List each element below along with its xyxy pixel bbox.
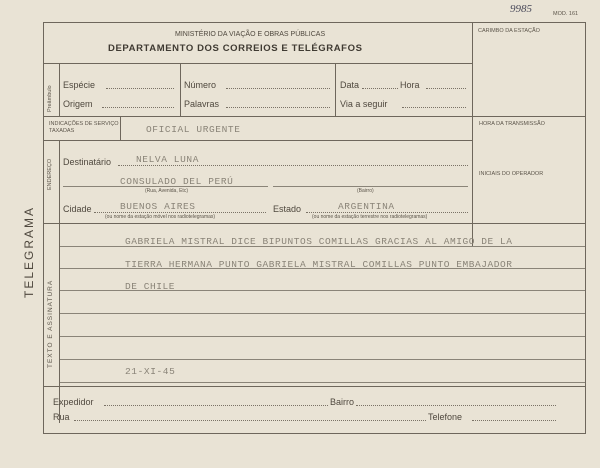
estado-hint: (ou nome da estação terrestre nos radiotelegramas) xyxy=(312,214,428,220)
service-divider xyxy=(120,116,121,140)
station-stamp-label: CARIMBO DA ESTAÇÃO xyxy=(478,28,540,34)
cidade-field xyxy=(94,212,266,213)
ministry-title: MINISTÉRIO DA VIAÇÃO E OBRAS PÚBLICAS xyxy=(175,31,326,38)
cidade-value: BUENOS AIRES xyxy=(120,201,196,212)
iniciais-operador-label: INICIAIS DO OPERADOR xyxy=(479,171,544,177)
preambulo-side-label: Preâmbulo xyxy=(47,85,53,112)
telefone-label: Telefone xyxy=(428,412,463,422)
data-field xyxy=(362,88,398,89)
message-rule-5 xyxy=(60,336,585,337)
message-line-1: GABRIELA MISTRAL DICE BIPUNTOS COMILLAS GRACIAS AL AMIGO DE LA xyxy=(125,236,513,247)
endereco-side-label: ENDEREÇO xyxy=(47,158,53,190)
cidade-hint: (ou nome da estação móvel nos radiotelegramas) xyxy=(105,214,216,220)
rua-label: Rua xyxy=(53,412,70,422)
estado-field xyxy=(306,212,468,213)
form-border-left xyxy=(43,22,44,434)
form-border-right xyxy=(585,22,586,434)
preamble-top-line xyxy=(44,63,472,64)
model-number: MOD. 161 xyxy=(553,11,579,17)
message-top-line xyxy=(44,223,585,224)
telegrama-side-label: TELEGRAMA xyxy=(22,205,36,298)
cidade-label: Cidade xyxy=(63,204,92,214)
street-value: CONSULADO DEL PERÚ xyxy=(120,176,234,187)
destinatario-field xyxy=(118,165,468,166)
message-rule-7 xyxy=(60,382,585,383)
hora-field xyxy=(426,88,466,89)
via-field xyxy=(402,107,466,108)
department-title: DEPARTAMENTO DOS CORREIOS E TELÉGRAFOS xyxy=(108,43,363,54)
numero-label: Número xyxy=(184,80,217,90)
palavras-label: Palavras xyxy=(184,99,220,109)
especie-label: Espécie xyxy=(63,80,96,90)
data-label: Data xyxy=(340,80,360,90)
preamble-side-divider xyxy=(59,63,60,116)
numero-field xyxy=(226,88,330,89)
preamble-col2-divider xyxy=(335,63,336,116)
street-hint: (Rua, Avenida, Etc) xyxy=(145,188,188,194)
preamble-col1-divider xyxy=(180,63,181,116)
expedidor-field xyxy=(104,405,328,406)
estado-label: Estado xyxy=(273,204,302,214)
inner-side-divider xyxy=(59,140,60,423)
footer-bairro-field xyxy=(356,405,556,406)
telefone-field xyxy=(472,420,556,421)
palavras-field xyxy=(226,107,330,108)
service-bottom-line xyxy=(44,140,472,141)
bairro-hint: (Bairro) xyxy=(357,188,374,194)
service-label: INDICAÇÕES DE SERVIÇO TAXADAS xyxy=(49,121,119,134)
rua-field xyxy=(74,420,426,421)
via-label: Via a seguir xyxy=(340,99,388,109)
destinatario-value: NELVA LUNA xyxy=(136,154,200,165)
service-value: OFICIAL URGENTE xyxy=(146,124,241,135)
bairro-field xyxy=(273,186,468,187)
footer-top-line xyxy=(44,386,585,387)
form-border-top xyxy=(43,22,585,23)
form-border-bottom xyxy=(43,433,585,434)
origem-label: Origem xyxy=(63,99,93,109)
message-line-3: DE CHILE xyxy=(125,281,176,292)
preamble-bottom-line xyxy=(44,116,472,117)
footer-bairro-label: Bairro xyxy=(330,397,355,407)
handwritten-number: 9985 xyxy=(510,3,532,15)
texto-assinatura-side-label: TEXTO E ASSINATURA xyxy=(47,279,54,368)
message-rule-4 xyxy=(60,313,585,314)
message-date: 21-XI-45 xyxy=(125,366,176,377)
especie-field xyxy=(106,88,174,89)
destinatario-label: Destinatário xyxy=(63,157,112,167)
origem-field xyxy=(102,107,174,108)
right-column-divider xyxy=(472,22,473,246)
hora-transmissao-label: HORA DA TRANSMISSÃO xyxy=(479,121,545,127)
message-rule-6 xyxy=(60,359,585,360)
hora-label: Hora xyxy=(400,80,420,90)
right-column-separator xyxy=(472,116,585,117)
message-line-2: TIERRA HERMANA PUNTO GABRIELA MISTRAL COMILLAS PUNTO EMBAJADOR xyxy=(125,259,513,270)
estado-value: ARGENTINA xyxy=(338,201,395,212)
expedidor-label: Expedidor xyxy=(53,397,94,407)
